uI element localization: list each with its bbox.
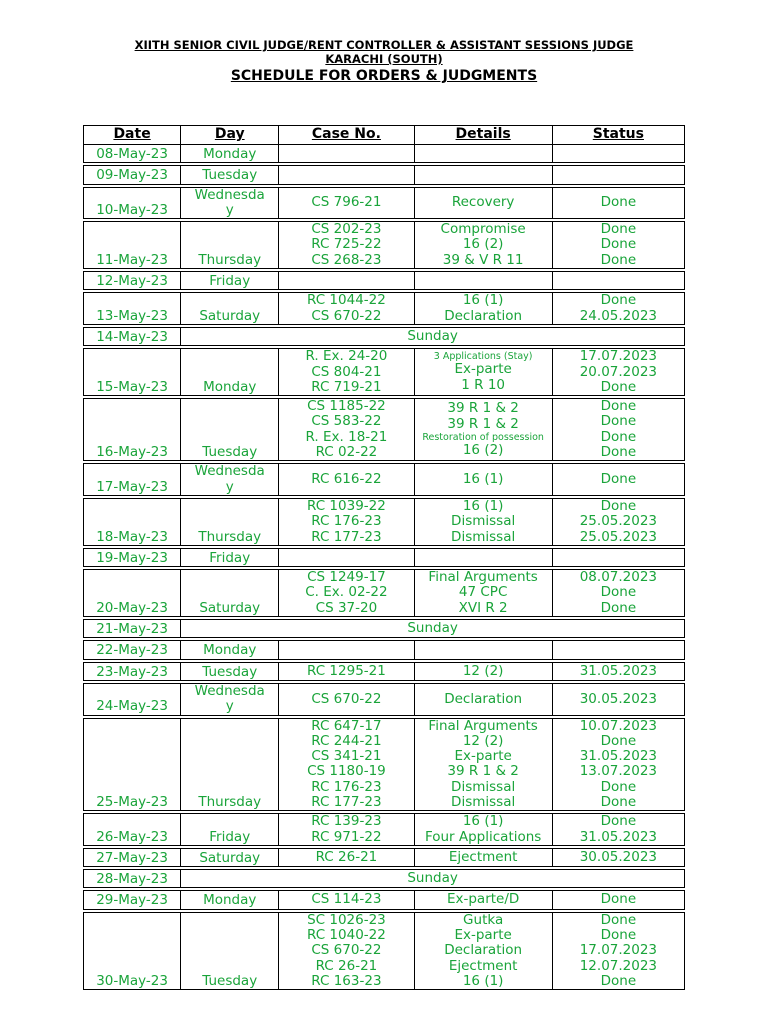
status-line: 31.05.2023 (579, 748, 658, 765)
details-cell (414, 187, 552, 219)
day-cell: Monday (181, 891, 279, 909)
case-no-cell (279, 166, 414, 184)
case-no-cell (279, 683, 414, 715)
case-line: CS 796-21 (311, 194, 382, 211)
case-line: RC 176-23 (311, 513, 382, 530)
details-cell (414, 349, 552, 396)
case-line: CS 341-21 (311, 748, 382, 765)
details-line: Ex-parte (454, 927, 512, 944)
table-row (84, 187, 685, 219)
case-line: CS 114-23 (311, 891, 382, 908)
status-line: Done (600, 927, 637, 944)
details-line: 16 (1) (462, 470, 504, 487)
day-cell: Tuesday (181, 912, 279, 990)
day-cell: Saturday (181, 570, 279, 617)
day-line: Wednesda (194, 187, 265, 203)
status-line: Done (600, 378, 637, 395)
status-cell (552, 464, 684, 496)
case-line: RC 26-21 (315, 957, 378, 974)
case-no-cell (279, 912, 414, 990)
table-row (84, 464, 685, 496)
date-cell: 23-May-23 (84, 662, 181, 680)
case-line: CS 37-20 (315, 599, 378, 616)
status-line: Done (600, 413, 637, 430)
status-cell (552, 891, 684, 909)
status-line: Done (600, 732, 637, 749)
status-cell (552, 166, 684, 184)
table-row (84, 848, 685, 866)
details-line: 39 R 1 & 2 (447, 415, 519, 432)
schedule-table (83, 125, 685, 990)
case-line: RC 177-23 (311, 528, 382, 545)
status-cell (552, 498, 684, 545)
case-line: RC 163-23 (311, 972, 382, 989)
date-cell: 20-May-23 (84, 570, 181, 617)
date-cell: 10-May-23 (84, 187, 181, 219)
day-line: y (225, 201, 234, 218)
case-no-cell (279, 464, 414, 496)
table-row (84, 293, 685, 325)
sunday-cell: Sunday (181, 620, 685, 638)
date-cell: 27-May-23 (84, 848, 181, 866)
court-title: XIITH SENIOR CIVIL JUDGE/RENT CONTROLLER & ASSISTANT SESSIONS JUDGE (134, 38, 634, 52)
day-line: y (225, 698, 234, 715)
case-line: R. Ex. 24-20 (305, 348, 388, 365)
details-line: 12 (2) (462, 732, 504, 749)
status-cell (552, 718, 684, 811)
case-line: CS 202-23 (311, 221, 382, 238)
case-line: CS 1180-19 (307, 763, 386, 780)
case-no-cell (279, 814, 414, 846)
details-line: 3 Applications (Stay) (433, 351, 533, 363)
details-line: Final Arguments (428, 718, 538, 734)
status-line: Done (600, 428, 637, 445)
case-line: C. Ex. 02-22 (305, 584, 388, 601)
details-cell (414, 166, 552, 184)
status-line: 30.05.2023 (579, 848, 658, 865)
details-line: Ejectment (448, 848, 518, 865)
case-line: RC 647-17 (311, 718, 382, 734)
date-cell: 28-May-23 (84, 870, 181, 888)
day-cell: Thursday (181, 498, 279, 545)
case-line: CS 804-21 (311, 363, 382, 380)
details-line: Ex-parte (454, 748, 512, 765)
sunday-cell: Sunday (181, 870, 685, 888)
day-cell: Thursday (181, 718, 279, 811)
details-cell (414, 641, 552, 659)
day-cell (181, 187, 279, 219)
details-cell (414, 272, 552, 290)
status-line: Done (600, 498, 637, 514)
details-cell (414, 848, 552, 866)
status-cell (552, 848, 684, 866)
date-cell: 21-May-23 (84, 620, 181, 638)
case-line: RC 176-23 (311, 778, 382, 795)
status-line: 31.05.2023 (579, 828, 658, 845)
status-line: Done (600, 584, 637, 601)
date-cell: 12-May-23 (84, 272, 181, 290)
details-line: Ex-parte (454, 361, 512, 378)
status-cell (552, 399, 684, 461)
details-cell (414, 570, 552, 617)
status-cell (552, 222, 684, 269)
case-no-cell (279, 891, 414, 909)
details-line: Declaration (444, 942, 523, 959)
details-cell (414, 399, 552, 461)
case-line: RC 719-21 (311, 378, 382, 395)
details-cell (414, 662, 552, 680)
table-row (84, 891, 685, 909)
case-line: CS 670-22 (311, 307, 382, 324)
case-line: RC 02-22 (315, 444, 378, 461)
table-row (84, 272, 685, 290)
status-line: Done (600, 221, 637, 238)
status-line: 20.07.2023 (579, 363, 658, 380)
status-line: 08.07.2023 (579, 569, 658, 586)
table-row (84, 912, 685, 990)
table-row (84, 870, 685, 888)
column-header-day: Day (181, 126, 279, 145)
status-line: Done (600, 599, 637, 616)
details-line: Recovery (451, 194, 515, 211)
status-line: Done (600, 236, 637, 253)
table-row (84, 399, 685, 461)
case-no-cell (279, 187, 414, 219)
table-row (84, 327, 685, 345)
day-line: Wednesda (194, 463, 265, 480)
status-cell (552, 349, 684, 396)
status-line: Done (600, 912, 637, 928)
date-cell: 09-May-23 (84, 166, 181, 184)
status-line: Done (600, 891, 637, 908)
day-cell: Tuesday (181, 166, 279, 184)
day-cell: Monday (181, 145, 279, 163)
status-cell (552, 683, 684, 715)
status-cell (552, 548, 684, 566)
details-line: Dismissal (451, 513, 516, 530)
day-cell: Tuesday (181, 399, 279, 461)
case-no-cell (279, 548, 414, 566)
case-line: RC 1044-22 (307, 292, 386, 309)
day-line: y (225, 478, 234, 495)
case-line: RC 26-21 (315, 848, 378, 865)
column-header-case-no: Case No. (279, 126, 414, 145)
details-line: Declaration (444, 307, 523, 324)
day-cell: Friday (181, 272, 279, 290)
status-cell (552, 814, 684, 846)
date-cell: 19-May-23 (84, 548, 181, 566)
table-row (84, 498, 685, 545)
status-line: 25.05.2023 (579, 513, 658, 530)
case-no-cell (279, 498, 414, 545)
column-header-status: Status (552, 126, 684, 145)
status-cell (552, 272, 684, 290)
table-row (84, 548, 685, 566)
status-line: 31.05.2023 (579, 662, 658, 679)
case-line: R. Ex. 18-21 (305, 428, 388, 445)
details-line: 16 (1) (462, 813, 504, 830)
case-line: RC 616-22 (311, 470, 382, 487)
details-line: 16 (2) (462, 441, 504, 458)
case-no-cell (279, 718, 414, 811)
status-line: 30.05.2023 (579, 690, 658, 707)
status-line: 17.07.2023 (579, 348, 658, 365)
case-no-cell (279, 272, 414, 290)
case-no-cell (279, 662, 414, 680)
table-row (84, 641, 685, 659)
details-cell (414, 464, 552, 496)
details-cell (414, 293, 552, 325)
day-cell (181, 464, 279, 496)
table-row (84, 683, 685, 715)
case-no-cell (279, 145, 414, 163)
details-cell (414, 222, 552, 269)
details-cell (414, 683, 552, 715)
details-cell (414, 145, 552, 163)
day-cell: Saturday (181, 848, 279, 866)
date-cell: 08-May-23 (84, 145, 181, 163)
case-line: CS 670-22 (311, 942, 382, 959)
status-cell (552, 912, 684, 990)
status-line: Done (600, 972, 637, 989)
details-line: 16 (1) (462, 292, 504, 309)
status-cell (552, 145, 684, 163)
day-cell: Monday (181, 641, 279, 659)
details-cell (414, 814, 552, 846)
date-cell: 26-May-23 (84, 814, 181, 846)
status-line: 25.05.2023 (579, 528, 658, 545)
table-row (84, 222, 685, 269)
column-header-date: Date (84, 126, 181, 145)
schedule-title: SCHEDULE FOR ORDERS & JUDGMENTS (230, 68, 538, 84)
status-line: 13.07.2023 (579, 763, 658, 780)
case-no-cell (279, 641, 414, 659)
table-row (84, 620, 685, 638)
date-cell: 25-May-23 (84, 718, 181, 811)
status-cell (552, 570, 684, 617)
details-line: 39 & V R 11 (442, 251, 524, 268)
date-cell: 17-May-23 (84, 464, 181, 496)
day-cell (181, 683, 279, 715)
case-line: RC 971-22 (311, 828, 382, 845)
status-cell (552, 662, 684, 680)
day-cell: Tuesday (181, 662, 279, 680)
details-line: Ex-parte/D (446, 891, 520, 908)
details-line: XVI R 2 (458, 599, 508, 616)
table-row (84, 166, 685, 184)
date-cell: 24-May-23 (84, 683, 181, 715)
table-row (84, 814, 685, 846)
details-line: Dismissal (451, 778, 516, 795)
table-row (84, 662, 685, 680)
details-line: 16 (2) (462, 236, 504, 253)
details-line: Declaration (444, 690, 523, 707)
date-cell: 13-May-23 (84, 293, 181, 325)
case-line: CS 670-22 (311, 690, 382, 707)
details-cell (414, 498, 552, 545)
day-cell: Friday (181, 814, 279, 846)
status-line: Done (600, 251, 637, 268)
details-cell (414, 891, 552, 909)
day-line: Wednesda (194, 683, 265, 699)
status-line: 12.07.2023 (579, 957, 658, 974)
details-line: 12 (2) (462, 662, 504, 679)
case-line: RC 244-21 (311, 732, 382, 749)
day-cell: Friday (181, 548, 279, 566)
case-line: RC 1295-21 (307, 662, 386, 679)
details-cell (414, 718, 552, 811)
case-line: RC 1039-22 (307, 498, 386, 514)
case-no-cell (279, 349, 414, 396)
table-row (84, 145, 685, 163)
case-no-cell (279, 399, 414, 461)
column-header-details: Details (414, 126, 552, 145)
details-line: Ejectment (448, 957, 518, 974)
details-line: Dismissal (451, 793, 516, 810)
date-cell: 29-May-23 (84, 891, 181, 909)
status-line: Done (600, 444, 637, 461)
sunday-cell: Sunday (181, 327, 685, 345)
day-cell: Saturday (181, 293, 279, 325)
case-no-cell (279, 848, 414, 866)
status-cell (552, 187, 684, 219)
status-line: 24.05.2023 (579, 307, 658, 324)
case-no-cell (279, 222, 414, 269)
status-line: Done (600, 813, 637, 830)
case-line: CS 1249-17 (307, 569, 386, 586)
status-line: Done (600, 470, 637, 487)
table-header-row (84, 126, 685, 145)
date-cell: 15-May-23 (84, 349, 181, 396)
table-row (84, 570, 685, 617)
table-row (84, 718, 685, 811)
case-line: RC 177-23 (311, 793, 382, 810)
status-line: 17.07.2023 (579, 942, 658, 959)
table-row (84, 349, 685, 396)
details-line: Dismissal (451, 528, 516, 545)
details-line: 39 R 1 & 2 (447, 763, 519, 780)
status-line: Done (600, 292, 637, 309)
case-line: RC 139-23 (311, 813, 382, 830)
case-line: RC 725-22 (311, 236, 382, 253)
status-line: Done (600, 778, 637, 795)
case-line: SC 1026-23 (307, 912, 386, 928)
details-cell (414, 912, 552, 990)
details-line: 47 CPC (458, 584, 508, 601)
date-cell: 22-May-23 (84, 641, 181, 659)
case-line: CS 583-22 (311, 413, 382, 430)
details-line: Compromise (440, 221, 526, 238)
details-line: Four Applications (424, 828, 542, 845)
details-cell (414, 548, 552, 566)
date-cell: 11-May-23 (84, 222, 181, 269)
status-line: Done (600, 194, 637, 211)
case-line: CS 268-23 (311, 251, 382, 268)
status-cell (552, 641, 684, 659)
status-line: Done (600, 398, 637, 415)
details-line: Restoration of possession (422, 431, 544, 443)
status-line: Done (600, 793, 637, 810)
date-cell: 14-May-23 (84, 327, 181, 345)
details-line: 1 R 10 (461, 376, 505, 393)
details-line: 16 (1) (462, 498, 504, 514)
details-line: 16 (1) (462, 972, 504, 989)
details-line: Final Arguments (428, 569, 538, 586)
date-cell: 16-May-23 (84, 399, 181, 461)
status-cell (552, 293, 684, 325)
day-cell: Monday (181, 349, 279, 396)
schedule-body (84, 145, 685, 990)
date-cell: 30-May-23 (84, 912, 181, 990)
case-line: CS 1185-22 (307, 398, 386, 415)
case-line: RC 1040-22 (307, 927, 386, 944)
court-location: KARACHI (SOUTH) (325, 52, 443, 66)
details-line: 39 R 1 & 2 (447, 400, 519, 417)
date-cell: 18-May-23 (84, 498, 181, 545)
case-no-cell (279, 293, 414, 325)
case-no-cell (279, 570, 414, 617)
status-line: 10.07.2023 (579, 718, 658, 734)
details-line: Gutka (463, 912, 504, 928)
day-cell: Thursday (181, 222, 279, 269)
